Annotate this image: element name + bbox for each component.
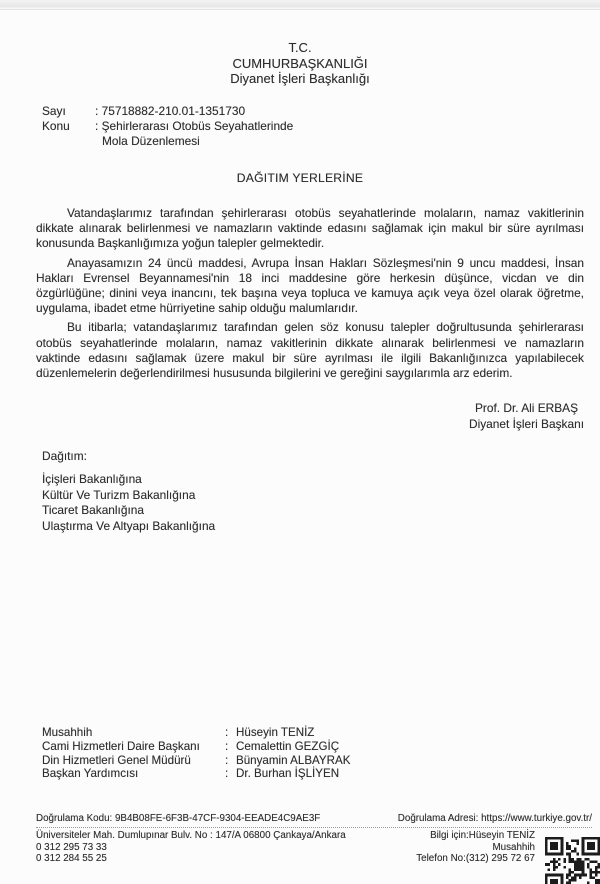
footer-phone-2: 0 312 284 55 25 (36, 853, 107, 865)
footer-contact-person: Bilgi için:Hüseyin TENİZ (430, 829, 535, 841)
qr-code-icon (545, 837, 600, 884)
konu-row (42, 119, 293, 149)
approval-table (42, 726, 351, 781)
footer-address: Üniversiteler Mah. Dumlupınar Bulv. No : 147/A 06800 Çankaya/Ankara (36, 829, 346, 841)
footer-columns (36, 830, 592, 865)
verification-address: Doğrulama Adresi: https://www.turkiye.gov.tr/ (397, 813, 592, 824)
approval-name: Dr. Burhan İŞLİYEN (236, 767, 340, 781)
approval-row (42, 767, 351, 781)
signature-block (469, 401, 584, 432)
letterhead-state: T.C. (288, 40, 312, 55)
body-paragraph: Vatandaşlarımız tarafından şehirlerarası otobüs seyahatlerinde molaların, namaz vakitlerinin dikkate alınarak belirlenmesi ve namazların vaktinde edasını sağlamak için makul bir süre ayrılması konusunda Başkanlığımıza yoğun talepler gelmektedir. (36, 206, 584, 251)
document-meta (42, 104, 293, 149)
approval-separator: : (225, 739, 229, 753)
body-paragraph: Anayasamızın 24 üncü maddesi, Avrupa İnsan Hakları Sözleşmesi'nin 9 uncu maddesi, İnsan Hakları Evrensel Beyannamesi'nin 18 inci maddesine göre herkesin düşünce, vicdan ve din özgürlüğüne; dinini veya inancını, tek başına veya topluca ve kamuya açık veya özel olarak öğretme, uygulama, ibadet etme hürriyetine sahip olduğu malumlarıdır. (36, 255, 584, 316)
distribution-item: Ulaştırma Ve Altyapı Bakanlığına (42, 519, 216, 534)
distribution-item: Ticaret Bakanlığına (42, 503, 145, 518)
approval-separator: : (225, 753, 229, 767)
approval-row (42, 740, 351, 754)
approval-role: Cami Hizmetleri Daire Başkanı (42, 739, 200, 753)
letterhead-institution: CUMHURBAŞKANLIĞI (232, 55, 368, 71)
footer-contact-role: Musahhih (492, 841, 535, 853)
body-paragraph: Bu itibarla; vatandaşlarımız tarafından gelen söz konusu talepler doğrultusunda şehirlerarası otobüs seyahatlerinde molaların, namaz vakitlerinin dikkate alınarak belirlenmesi ve namazların vaktinde edasını sağlamak üzere makul bir süre ayrılması ile ilgili Bakanlığınızca yapılabilecek düzenlemelerin değerlendirilmesi hususunda bilgilerini ve gereğini saygılarımla arz ederim. (36, 320, 584, 381)
approval-row (42, 726, 351, 740)
signer-title: Diyanet İşleri Başkanı (469, 416, 584, 431)
approval-role: Musahhih (42, 726, 93, 739)
distribution-list (42, 449, 215, 535)
approval-separator: : (225, 726, 229, 739)
distribution-item: Kültür Ve Turizm Bakanlığına (42, 487, 196, 502)
sayi-label: Sayı (42, 104, 66, 118)
footer-contact-phone: Telefon No:(312) 295 72 67 (416, 853, 535, 865)
konu-value (95, 119, 293, 149)
approval-name: Bünyamin ALBAYRAK (236, 753, 351, 767)
letter-body (36, 206, 584, 385)
konu-value-line1: : Şehirlerarası Otobüs Seyahatlerinde (95, 119, 294, 133)
footer-phone-1: 0 312 295 73 33 (36, 841, 107, 853)
footer-contact-block (416, 830, 535, 865)
letterhead (0, 40, 600, 87)
sayi-value: : 75718882-210.01-1351730 (95, 104, 246, 118)
recipient-line: DAĞITIM YERLERİNE (236, 171, 364, 185)
approval-role: Başkan Yardımcısı (42, 767, 139, 781)
verification-row (36, 813, 592, 828)
scan-edge-artifact (0, 0, 600, 10)
sayi-row (42, 104, 293, 119)
approval-name: Hüseyin TENİZ (236, 726, 315, 739)
distribution-label: Dağıtım: (42, 449, 87, 463)
verification-code: Doğrulama Kodu: 9B4B08FE-6F3B-47CF-9304-EEADE4C9AE3F (36, 813, 321, 824)
distribution-item: İçişleri Bakanlığına (42, 471, 142, 486)
approval-separator: : (225, 767, 229, 781)
signer-name: Prof. Dr. Ali ERBAŞ (474, 401, 579, 415)
footer-address-block (36, 830, 346, 865)
konu-label: Konu (42, 119, 70, 133)
approval-role: Din Hizmetleri Genel Müdürü (42, 753, 191, 767)
letterhead-department: Diyanet İşleri Başkanlığı (230, 71, 370, 86)
approval-row (42, 754, 351, 768)
document-footer (36, 813, 592, 865)
approval-name: Cemalettin GEZGİÇ (236, 739, 340, 753)
konu-value-line2: Mola Düzenlemesi (102, 134, 200, 148)
